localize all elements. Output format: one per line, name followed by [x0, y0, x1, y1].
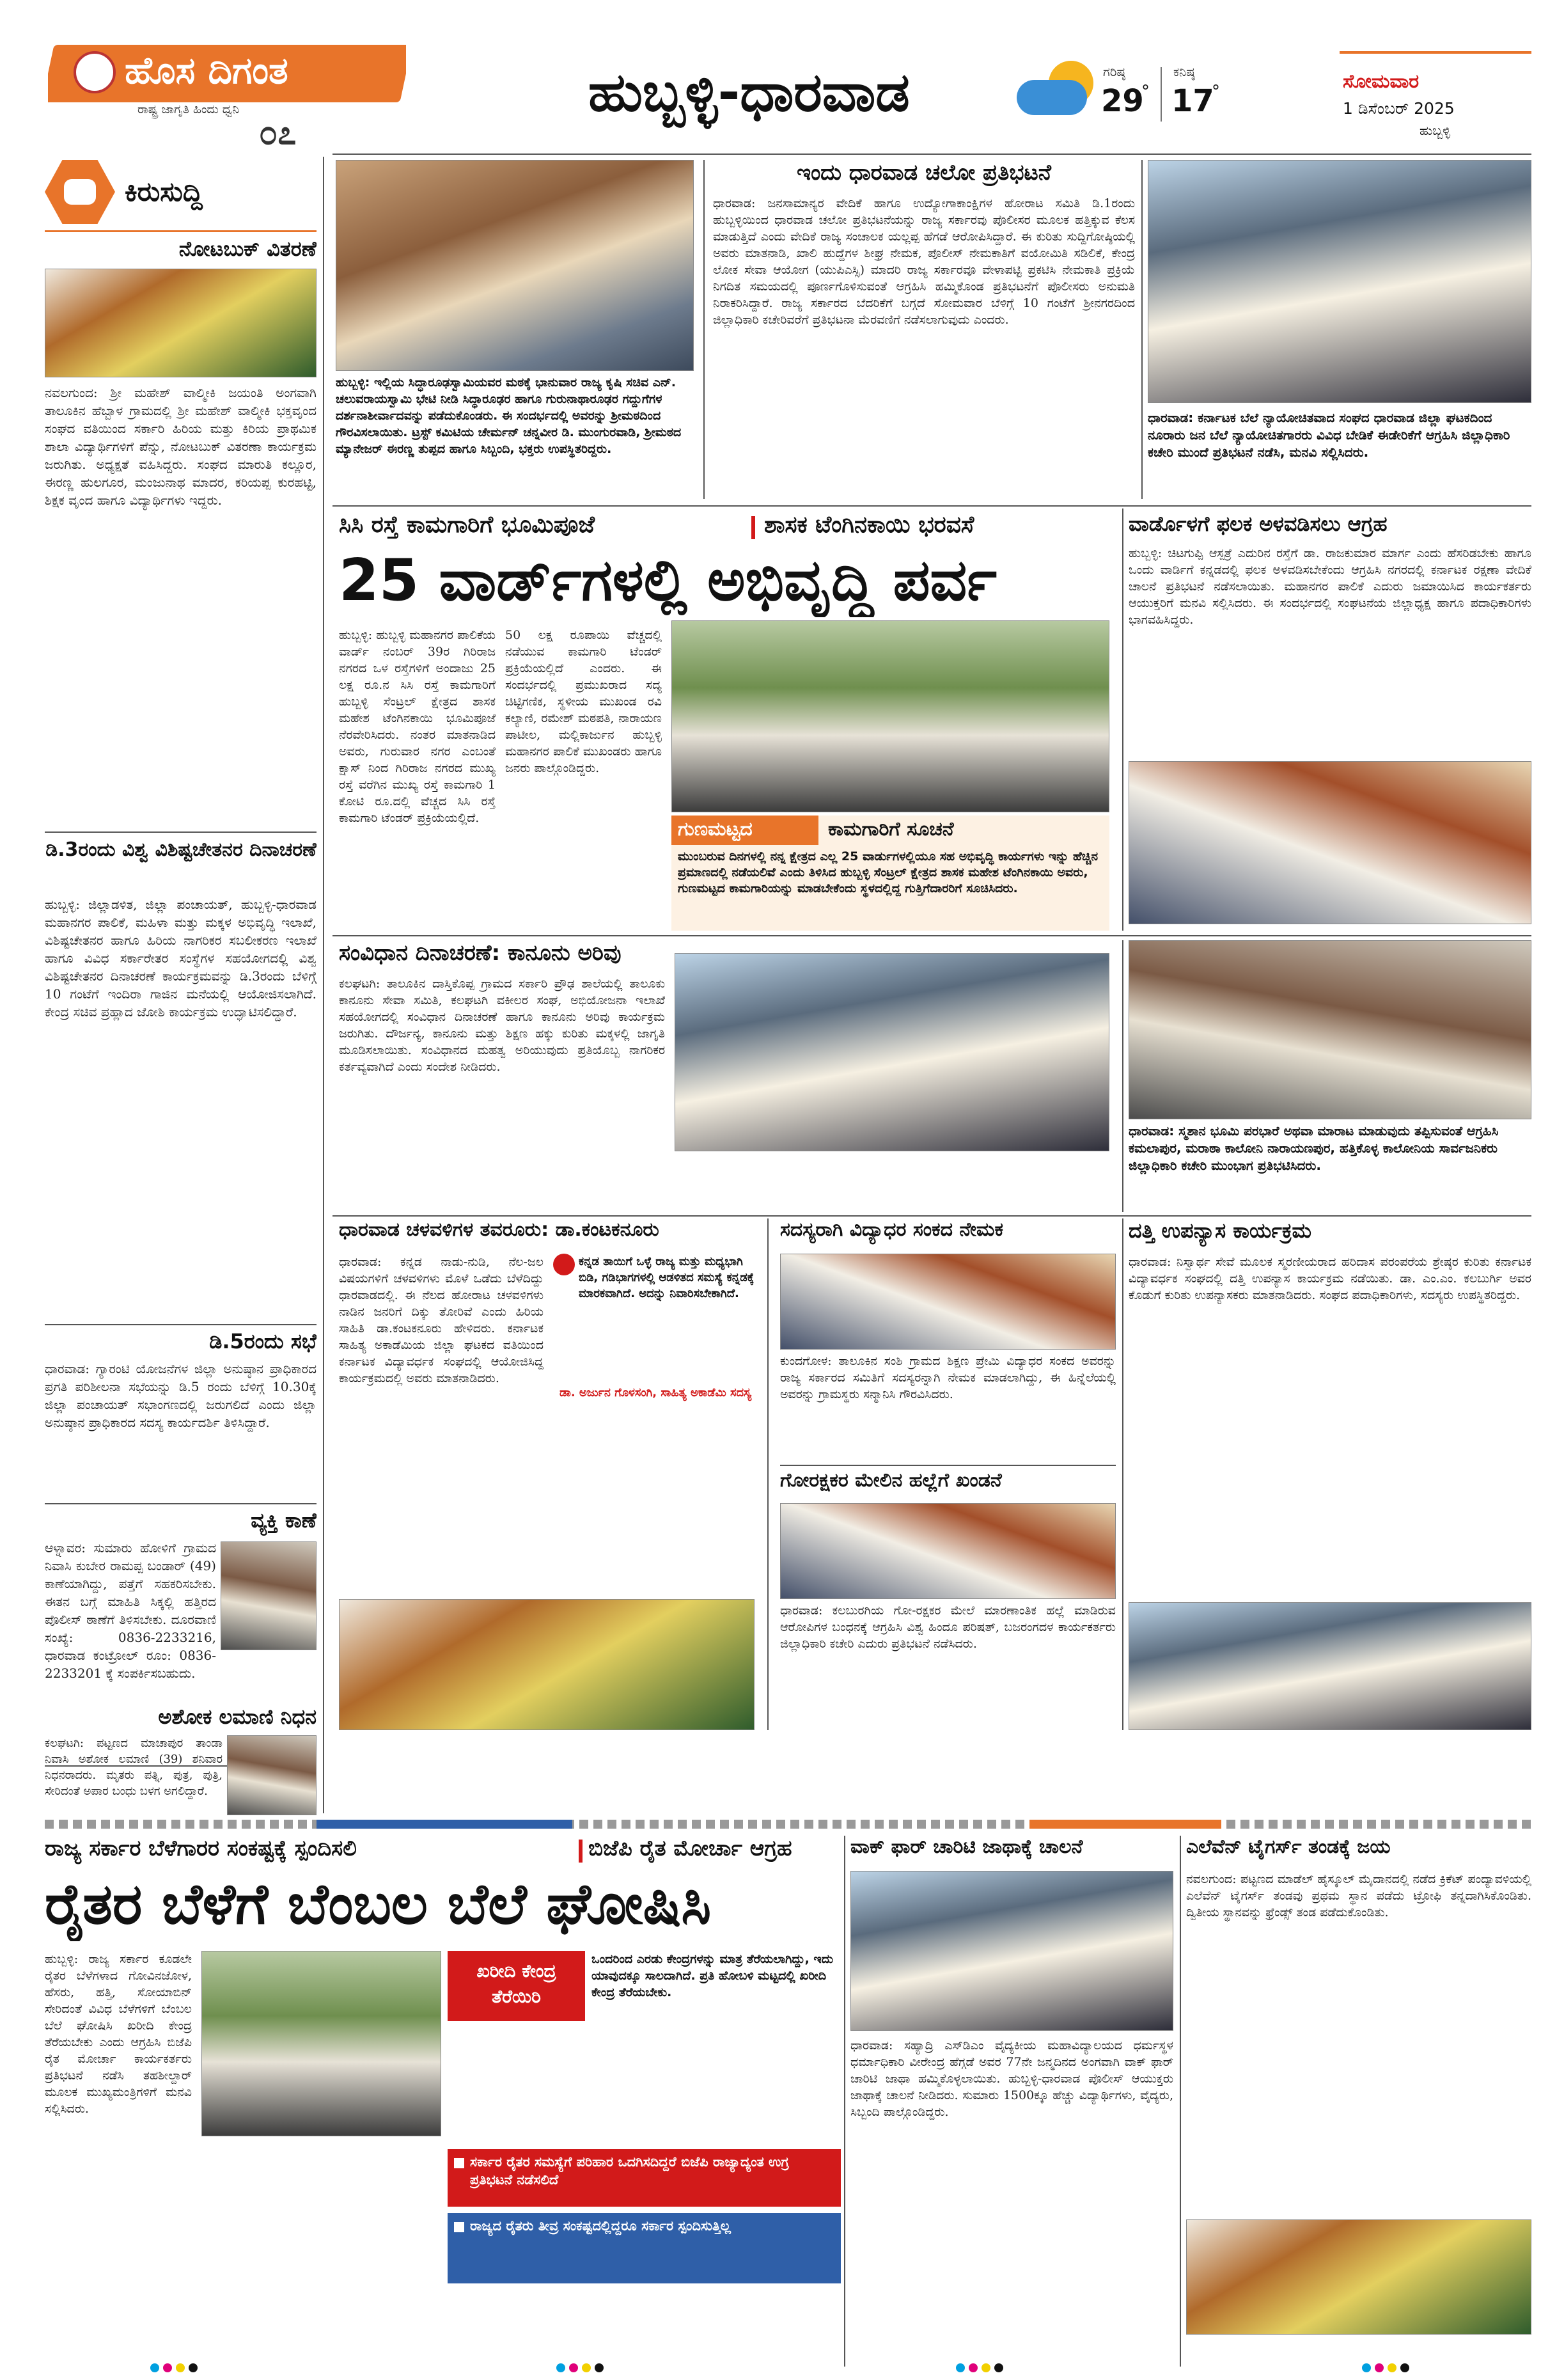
- photo-datti-event: [1129, 1602, 1531, 1730]
- brief-body-disability-day: ಹುಬ್ಬಳ್ಳಿ: ಜಿಲ್ಲಾಡಳಿತ, ಜಿಲ್ಲಾ ಪಂಚಾಯತ್, ಹುಬ್ಬಳ್ಳಿ-ಧಾರವಾಡ ಮಹಾನಗರ ಪಾಲಿಕೆ, ಮಹಿಳಾ ಮತ್ತು ಮಕ್ಕಳ ಅಭಿವೃದ್ಧಿ ಇಲಾಖೆ, ವಿಶಿಷ್ಟಚೇತನರ ಹಾಗೂ ಹಿರಿಯ ನಾಗರಿಕರ ಸಬಲೀಕರಣ ಇಲಾಖೆ ಹಾಗೂ ವಿವಿಧ ಸರ್ಕಾರೇತರ ಸಂಸ್ಥೆಗಳ ಸಹಯೋಗದಲ್ಲಿ ವಿಶ್ವ ವಿಶಿಷ್ಟಚೇತನರ ದಿನಾಚರಣೆ ಕಾರ್ಯಕ್ರಮವನ್ನು ಡಿ.3ರಂದು ಬೆಳಿಗ್ಗೆ 10 ಗಂಟೆಗೆ ಇಂದಿರಾ ಗಾಜಿನ ಮನೆಯಲ್ಲಿ ಆಯೋಜಿಸಲಾಗಿದೆ. ಕೇಂದ್ರ ಸಚಿವ ಪ್ರಹ್ಲಾದ ಜೋಶಿ ಕಾರ್ಯಕ್ರಮ ಉದ್ಘಾಟಿಸಲಿದ್ದಾರೆ.: [45, 897, 317, 1020]
- photo-sankad-felicitation: [780, 1254, 1116, 1350]
- reg-dot-16: [1400, 2363, 1409, 2372]
- photo-constitution-day: [675, 953, 1109, 1151]
- brief-body-obituary: ಕಲಘಟಗಿ: ಪಟ್ಟಣದ ಮಾಚಾಪುರ ತಾಂಡಾ ನಿವಾಸಿ ಅಶೋಕ ಲಮಾಣಿ (39) ಶನಿವಾರ ನಿಧನರಾದರು. ಮೃತರು ಪತ್ನಿ, ಪುತ್ರ, ಪುತ್ರಿ, ಸೇರಿದಂತೆ ಅಪಾರ ಬಂಧು ಬಳಗ ಅಗಲಿದ್ದಾರೆ.: [45, 1737, 223, 1798]
- brief-title-missing: ವ್ಯಕ್ತಿ ಕಾಣೆ: [251, 1508, 317, 1533]
- logo-text: ಹೊಸ ದಿಗಂತ: [125, 49, 288, 92]
- obituary-block: [45, 1705, 317, 1817]
- reg-dot-7: [582, 2363, 591, 2372]
- caption-siddharoodha-math: ಹುಬ್ಬಳ್ಳಿ: ಇಲ್ಲಿಯ ಸಿದ್ಧಾರೂಢಸ್ವಾಮಿಯವರ ಮಠಕ್ಕೆ ಭಾನುವಾರ ರಾಜ್ಯ ಕೃಷಿ ಸಚಿವ ಎನ್. ಚಲುವರಾಯಸ್ವಾಮಿ ಭೇಟಿ ನೀಡಿ ಸಿದ್ಧಾರೂಢರ ಹಾಗೂ ಗುರುನಾಥಾರೂಢರ ಗದ್ದುಗೆಗಳ ದರ್ಶನಾಶೀರ್ವಾದವನ್ನು ಪಡೆದುಕೊಂಡರು. ಈ ಸಂದರ್ಭದಲ್ಲಿ ಅವರನ್ನು ಶ್ರೀಮಠದಿಂದ ಗೌರವಿಸಲಾಯಿತು. ಟ್ರಸ್ಟ್ ಕಮಿಟಿಯ ಚೇರ್ಮನ್ ಚನ್ನವೀರ ಡಿ. ಮುಂಗುರವಾಡಿ, ಶ್ರೀಮಠದ ಮ್ಯಾನೇಜರ್ ಈರಣ್ಣ ತುಪ್ಪದ ಹಾಗೂ ಸಿಬ್ಬಂದಿ, ಭಕ್ತರು ಉಪಸ್ಥಿತರಿದ್ದರು.: [336, 375, 682, 456]
- lead-body-2: 50 ಲಕ್ಷ ರೂಪಾಯಿ ವೆಚ್ಚದಲ್ಲಿ ನಡೆಯುವ ಕಾಮಗಾರಿ ಟೆಂಡರ್ ಪ್ರಕ್ರಿಯೆಯಲ್ಲಿದೆ ಎಂದರು. ಈ ಸಂದರ್ಭದಲ್ಲಿ ಪ್ರಮುಖರಾದ ಸದ್ಯ ಚಿಟ್ಟಿಗಣಿಕ, ಸ್ಥಳೀಯ ಮುಖಂಡ ರವಿ ಕಲ್ಯಾಣಿ, ರಮೇಶ್ ಮಠಪತಿ, ನಾರಾಯಣ ಪಾಟೀಲ, ಮಲ್ಲಿಕಾರ್ಜುನ ಹುಬ್ಬಳ್ಳಿ ಮಹಾನಗರ ಪಾಲಿಕೆ ಮುಖಂಡರು ಹಾಗೂ ಜನರು ಪಾಲ್ಗೊಂಡಿದ್ದರು.: [505, 628, 662, 775]
- constitution-day-story: [332, 940, 1116, 1212]
- logo-tagline: ರಾಷ್ಟ್ರ ಜಾಗೃತಿ ಹಿಂದು ಧ್ವನಿ: [137, 102, 240, 116]
- reg-dot-11: [982, 2363, 990, 2372]
- farmers-headline: ರೈತರ ಬೆಳೆಗೆ ಬೆಂಬಲ ಬೆಲೆ ಘೋಷಿಸಿ: [45, 1871, 712, 1937]
- farmers-kicker-left: ರಾಜ್ಯ ಸರ್ಕಾರ ಬೆಳೆಗಾರರ ಸಂಕಷ್ಟಕ್ಕೆ ಸ್ಪಂದಿಸಲಿ: [45, 1836, 357, 1861]
- rule-brief-3: [45, 1503, 317, 1504]
- page-number: ೦೭: [259, 114, 297, 152]
- bottom-divider-blue: [317, 1820, 572, 1829]
- lead-kicker-left: ಸಿಸಿ ರಸ್ತೆ ಕಾಮಗಾರಿಗೆ ಭೂಮಿಪೂಜೆ: [339, 512, 595, 538]
- bottom-divider-dashes: [45, 1820, 1531, 1829]
- farmers-point-2: [448, 2213, 841, 2283]
- reg-dot-10: [969, 2363, 978, 2372]
- rule-bottom-1: [844, 1836, 845, 2367]
- charity-walk-title: ವಾಕ್ ಫಾರ್ ಚಾರಿಟಿ ಜಾಥಾಕ್ಕೆ ಚಾಲನೆ: [850, 1836, 1083, 1858]
- quote-icon: [553, 1254, 575, 1275]
- quality-box-body: ಮುಂಬರುವ ದಿನಗಳಲ್ಲಿ ನನ್ನ ಕ್ಷೇತ್ರದ ಎಲ್ಲ 25 ವಾರ್ಡುಗಳಲ್ಲಿಯೂ ಸಹ ಅಭಿವೃದ್ಧಿ ಕಾರ್ಯಗಳು ಇನ್ನು ಹೆಚ್ಚಿನ ಪ್ರಮಾಣದಲ್ಲಿ ನಡೆಯಲಿವೆ ಎಂದು ತಿಳಿಸಿದ ಹುಬ್ಬಳ್ಳಿ ಸೆಂಟ್ರಲ್ ಕ್ಷೇತ್ರದ ಶಾಸಕ ಮಹೇಶ ಟೆಂಗಿನಕಾಯಿ ಅವರು, ಗುಣಮಟ್ಟದ ಕಾಮಗಾರಿಯನ್ನು ಮಾಡಬೇಕೆಂದು ಸ್ಥಳದಲ್ಲಿದ್ದ ಗುತ್ತಿಗೆದಾರರಿಗೆ ಸೂಚಿಸಿದರು.: [678, 849, 1099, 895]
- photo-cemetery-protest: [1129, 940, 1531, 1119]
- sankad-title: ಸದಸ್ಯರಾಗಿ ವಿದ್ಯಾಧರ ಸಂಕದ ನೇಮಕ: [780, 1218, 1003, 1241]
- farmers-point-1-text: ಸರ್ಕಾರ ರೈತರ ಸಮಸ್ಯೆಗೆ ಪರಿಹಾರ ಒದಗಿಸದಿದ್ದರೆ ಬಿಜೆಪಿ ರಾಜ್ಯಾದ್ಯಂತ ಉಗ್ರ ಪ್ರತಿಭಟನೆ ನಡೆಸಲಿದೆ: [470, 2154, 789, 2187]
- weather-icon: [1017, 61, 1100, 118]
- point-2-bullet: [454, 2222, 464, 2232]
- rule-sankad: [780, 1465, 1116, 1466]
- farmers-kicker-right: ಬಿಜೆಪಿ ರೈತ ಮೋರ್ಚಾ ಆಗ್ರಹ: [588, 1836, 792, 1861]
- farmers-point-2-text: ರಾಜ್ಯದ ರೈತರು ತೀವ್ರ ಸಂಕಷ್ಟದಲ್ಲಿದ್ದರೂ ಸರ್ಕಾರ ಸ್ಪಂದಿಸುತ್ತಿಲ್ಲ: [470, 2218, 731, 2234]
- rule-top-row: [332, 505, 1531, 507]
- purchase-box-body: ಒಂದರಿಂದ ಎರಡು ಕೇಂದ್ರಗಳನ್ನು ಮಾತ್ರ ತೆರೆಯಲಾಗಿದ್ದು, ಇದು ಯಾವುದಕ್ಕೂ ಸಾಲದಾಗಿದೆ. ಪ್ರತಿ ಹೋಬಳಿ ಮಟ್ಟದಲ್ಲಿ ಖರೀದಿ ಕೇಂದ್ರ ತೆರೆಯಬೇಕು.: [591, 1952, 834, 1999]
- rule-brief-1: [45, 831, 317, 833]
- temp-divider: [1161, 67, 1162, 122]
- reg-dot-9: [956, 2363, 965, 2372]
- rule-mid-right: [1122, 940, 1123, 1212]
- brief-title-obituary: ಅಶೋಕ ಲಮಾಣಿ ನಿಧನ: [158, 1705, 317, 1729]
- city-label: ಹುಬ್ಬಳ್ಳಿ: [1420, 123, 1451, 138]
- photo-ward-board-protest: [1129, 761, 1531, 924]
- quote-author: ಡಾ. ಅರ್ಜುನ ಗೊಳಸಂಗಿ, ಸಾಹಿತ್ಯ ಅಕಾಡೆಮಿ ಸದಸ್ಯ: [559, 1386, 752, 1399]
- photo-gorakshak-protest: [780, 1503, 1116, 1599]
- farmers-story: [45, 1836, 841, 2367]
- temp-max-label: ಗರಿಷ್ಠ: [1103, 64, 1125, 79]
- rule-mid-row: [332, 1215, 1531, 1217]
- farmers-kicker-divider: [579, 1840, 583, 1863]
- photo-cricket-team: [1186, 2219, 1531, 2335]
- brief-body-missing: ಆಳ್ನಾವರ: ಸುಮಾರು ಹೋಳಿಗೆ ಗ್ರಾಮದ ನಿವಾಸಿ ಕುಬೇರ ರಾಮಪ್ಪ ಬಂಡಾರ್ (49) ಕಾಣೆಯಾಗಿದ್ದು, ಪತ್ತೆಗೆ ಸಹಕರಿಸಬೇಕು. ಈತನ ಬಗ್ಗೆ ಮಾಹಿತಿ ಸಿಕ್ಕಲ್ಲಿ ಹತ್ತಿರದ ಪೊಲೀಸ್ ಠಾಣೆಗೆ ತಿಳಿಸಬೇಕು. ದೂರವಾಣಿ ಸಂಖ್ಯೆ: 0836-2233216, ಧಾರವಾಡ ಕಂಟ್ರೋಲ್ ರೂಂ: 0836-2233201 ಕ್ಕೆ ಸಂಪರ್ಕಿಸಬಹುದು.: [45, 1540, 216, 1681]
- edition-title: ಹುಬ್ಬಳ್ಳಿ-ಧಾರವಾಡ: [588, 61, 910, 123]
- reg-dot-3: [176, 2363, 185, 2372]
- day-label: ಸೋಮವಾರ: [1343, 70, 1420, 93]
- photo-sugarcane-protest: [1148, 160, 1531, 403]
- reg-dot-4: [189, 2363, 198, 2372]
- cricket-story: [1186, 1836, 1531, 2367]
- reg-dot-8: [595, 2363, 604, 2372]
- quality-box-tag: ಗುಣಮಟ್ಟದ: [671, 816, 818, 845]
- reg-dot-2: [163, 2363, 172, 2372]
- kirusuddi-label: ಕಿರುಸುದ್ದಿ: [125, 176, 203, 207]
- rule-left-col: [323, 157, 324, 1813]
- photo-farmers-protest: [201, 1951, 441, 2136]
- charity-walk-story: [850, 1836, 1173, 2367]
- quality-box: [671, 816, 1109, 931]
- ward-board-body: ಹುಬ್ಬಳ್ಳಿ: ಚಿಟಗುಪ್ಪಿ ಆಸ್ಪತ್ರೆ ಎದುರಿನ ರಸ್ತೆಗೆ ಡಾ. ರಾಜಕುಮಾರ ಮಾರ್ಗ ಎಂದು ಹೆಸರಿಡಬೇಕು ಹಾಗೂ ಒಂದು ವಾರ್ಡಿಗೆ ಕನ್ನಡದಲ್ಲಿ ಫಲಕ ಅಳವಡಿಸಬೇಕೆಂದು ಆಗ್ರಹಿಸಿ ನಗರದಲ್ಲಿ ಕರ್ನಾಟಕ ರಕ್ಷಣಾ ವೇದಿಕೆ ಚಾಲನೆ ಪ್ರತಿಭಟನೆ ನಡೆಸಲಾಯಿತು. ಮಹಾನಗರ ಪಾಲಿಕೆ ಎದುರು ಜಮಾಯಿಸಿದ ಕಾರ್ಯಕರ್ತರು ಆಯುಕ್ತರಿಗೆ ಮನವಿ ಸಲ್ಲಿಸಿದರು. ಈ ಸಂದರ್ಭದಲ್ಲಿ ಸಂಘಟನೆಯ ಜಿಲ್ಲಾಧ್ಯಕ್ಷ ಹಾಗೂ ಪದಾಧಿಕಾರಿಗಳು ಭಾಗವಹಿಸಿದ್ದರು.: [1129, 546, 1531, 627]
- rule-top-1: [703, 160, 705, 499]
- temp-max-value: 29: [1101, 83, 1144, 119]
- farmers-point-1: [448, 2149, 841, 2207]
- left-column: [45, 160, 317, 1810]
- logo-emblem-icon: [74, 51, 116, 93]
- photo-sahitya-event: [339, 1599, 755, 1730]
- caption-cemetery-protest: ಧಾರವಾಡ: ಸ್ಮಶಾನ ಭೂಮಿ ಪರಭಾರೆ ಅಥವಾ ಮಾರಾಟ ಮಾಡುವುದು ತಪ್ಪಿಸುವಂತೆ ಆಗ್ರಹಿಸಿ ಕಮಲಾಪುರ, ಮರಾಠಾ ಕಾಲೋನಿ ನಾರಾಯಣಪುರ, ಹತ್ತಿಕೊಳ್ಳ ಕಾಲೋನಿಯ ಸಾರ್ವಜನಿಕರು ಜಿಲ್ಲಾಧಿಕಾರಿ ಕಚೇರಿ ಮುಂಭಾಗ ಪ್ರತಿಭಟಿಸಿದರು.: [1129, 1123, 1499, 1173]
- lead-body-1: ಹುಬ್ಬಳ್ಳಿ: ಹುಬ್ಬಳ್ಳಿ ಮಹಾನಗರ ಪಾಲಿಕೆಯ ವಾರ್ಡ್ ನಂಬರ್ 39ರ ಗಿರಿರಾಜ ನಗರದ ಒಳ ರಸ್ತೆಗಳಿಗೆ ಅಂದಾಜು 25 ಲಕ್ಷ ರೂ.ನ ಸಿಸಿ ರಸ್ತೆ ಕಾಮಗಾರಿಗೆ ಹುಬ್ಬಳ್ಳಿ ಸೆಂಟ್ರಲ್ ಕ್ಷೇತ್ರದ ಶಾಸಕ ಮಹೇಶ ಟೆಂಗಿನಕಾಯಿ ಭೂಮಿಪೂಜೆ ನೆರವೇರಿಸಿದರು. ನಂತರ ಮಾತನಾಡಿದ ಅವರು, ಗುರುವಾರ ನಗರ ಎಂಬಂತೆ ಕ್ಷಾಸ್ ನಿಂದ ಗಿರಿರಾಜ ನಗರದ ಮುಖ್ಯ ರಸ್ತೆ ವರೆಗಿನ ಮುಖ್ಯ ರಸ್ತೆ ಕಾಮಗಾರಿ 1 ಕೋಟಿ ರೂ.ದಲ್ಲಿ ವೆಚ್ಚದ ಸಿಸಿ ರಸ್ತೆ ಕಾಮಗಾರಿ ಟೆಂಡರ್ ಪ್ರಕ್ರಿಯೆಯಲ್ಲಿದೆ.: [339, 628, 496, 825]
- masthead: [0, 0, 1541, 157]
- reg-dot-13: [1362, 2363, 1371, 2372]
- cricket-title: ಎಲೆವೆನ್ ಟೈಗರ್ಸ್ ತಂಡಕ್ಕೆ ಜಯ: [1186, 1836, 1391, 1858]
- reg-dot-14: [1375, 2363, 1384, 2372]
- headline-dharwad-chalo: ಇಂದು ಧಾರವಾಡ ಚಲೋ ಪ್ರತಿಭಟನೆ: [797, 160, 1051, 185]
- brief-title-notebook: ನೋಟಬುಕ್ ವಿತರಣೆ: [178, 237, 317, 261]
- logo-block: [48, 45, 406, 154]
- lead-kicker-divider: [751, 516, 755, 539]
- temp-min-label: ಕನಿಷ್ಠ: [1173, 64, 1195, 79]
- chalavali-body: ಧಾರವಾಡ: ಕನ್ನಡ ನಾಡು-ನುಡಿ, ನೆಲ-ಜಲ ವಿಷಯಗಳಿಗೆ ಚಳವಳಿಗಳು ಮೊಳೆ ಒಡೆದು ಬೆಳೆದಿದ್ದು ಧಾರವಾಡದಲ್ಲಿ. ಈ ನೆಲದ ಹೋರಾಟ ಚಳವಳಿಗಳು ನಾಡಿನ ಜನರಿಗೆ ದಿಕ್ಕು ತೋರಿವೆ ಎಂದು ಹಿರಿಯ ಸಾಹಿತಿ ಡಾ.ಕಂಟಕನೂರು ಹೇಳಿದರು. ಕರ್ನಾಟಕ ಸಾಹಿತ್ಯ ಅಕಾಡೆಮಿಯ ಜಿಲ್ಲಾ ಘಟಕದ ವತಿಯಿಂದ ಕರ್ನಾಟಕ ವಿದ್ಯಾವರ್ಧಕ ಸಂಘದಲ್ಲಿ ಆಯೋಜಿಸಿದ್ದ ಕಾರ್ಯಕ್ರಮದಲ್ಲಿ ಅವರು ಮಾತನಾಡಿದರು.: [339, 1255, 544, 1385]
- bottom-divider-orange: [1029, 1820, 1221, 1829]
- constitution-day-title: ಸಂವಿಧಾನ ದಿನಾಚರಣೆ: ಕಾನೂನು ಅರಿವು: [339, 940, 622, 966]
- datti-story: [1129, 1218, 1531, 1730]
- gorakshak-body: ಧಾರವಾಡ: ಕಲಬುರಗಿಯ ಗೋ-ರಕ್ಷಕರ ಮೇಲೆ ಮಾರಣಾಂತಿಕ ಹಲ್ಲೆ ಮಾಡಿರುವ ಆರೋಪಿಗಳ ಬಂಧನಕ್ಕೆ ಆಗ್ರಹಿಸಿ ವಿಶ್ವ ಹಿಂದೂ ಪರಿಷತ್, ಬಜರಂಗದಳ ಕಾರ್ಯಕರ್ತರು ಜಿಲ್ಲಾಧಿಕಾರಿ ಕಚೇರಿ ಎದುರು ಪ್ರತಿಭಟನೆ ನಡೆಸಿದರು.: [780, 1604, 1116, 1651]
- rule-lead-right: [1122, 508, 1123, 931]
- charity-walk-body: ಧಾರವಾಡ: ಸಹ್ಯಾದ್ರಿ ಎಸ್‌ಡಿಎಂ ವೈದ್ಯಕೀಯ ಮಹಾವಿದ್ಯಾಲಯದ ಧರ್ಮಸ್ಥಳ ಧರ್ಮಾಧಿಕಾರಿ ವೀರೇಂದ್ರ ಹೆಗ್ಗಡೆ ಅವರ 77ನೇ ಜನ್ಮದಿನದ ಅಂಗವಾಗಿ ವಾಕ್ ಫಾರ್ ಚಾರಿಟಿ ಜಾಥಾ ಹಮ್ಮಿಕೊಳ್ಳಲಾಯಿತು. ಹುಬ್ಬಳ್ಳಿ-ಧಾರವಾಡ ಪೊಲೀಸ್ ಆಯುಕ್ತರು ಜಾಥಾಕ್ಕೆ ಚಾಲನೆ ನೀಡಿದರು. ಸುಮಾರು 1500ಕ್ಕೂ ಹೆಚ್ಚು ವಿದ್ಯಾರ್ಥಿಗಳು, ವೈದ್ಯರು, ಸಿಬ್ಬಂದಿ ಪಾಲ್ಗೊಂಡಿದ್ದರು.: [850, 2038, 1173, 2119]
- reg-dot-5: [556, 2363, 565, 2372]
- ward-board-title: ವಾರ್ಡೊಳಗೆ ಫಲಕ ಅಳವಡಿಸಲು ಆಗ್ರಹ: [1129, 512, 1388, 536]
- hand-icon: [64, 179, 96, 205]
- rule-under-masthead: [332, 154, 1531, 155]
- photo-notebook-distribution: [45, 269, 317, 377]
- temp-max-degree: °: [1141, 82, 1150, 101]
- sankad-body: ಕುಂದಗೋಳ: ತಾಲೂಕಿನ ಸಂಶಿ ಗ್ರಾಮದ ಶಿಕ್ಷಣ ಪ್ರೇಮಿ ವಿದ್ಯಾಧರ ಸಂಕದ ಅವರನ್ನು ರಾಜ್ಯ ಸರ್ಕಾರದ ಸಮಿತಿಗೆ ಸದಸ್ಯರನ್ನಾಗಿ ನೇಮಕ ಮಾಡಲಾಗಿದ್ದು, ಈ ಹಿನ್ನೆಲೆಯಲ್ಲಿ ಅವರನ್ನು ಗ್ರಾಮಸ್ಥರು ಸನ್ಮಾನಿಸಿ ಗೌರವಿಸಿದರು.: [780, 1354, 1116, 1401]
- brief-title-disability-day: ಡಿ.3ರಂದು ವಿಶ್ವ ವಿಶಿಷ್ಟಚೇತನರ ದಿನಾಚರಣೆ: [45, 839, 317, 861]
- datti-title: ದತ್ತಿ ಉಪನ್ಯಾಸ ಕಾರ್ಯಕ್ರಮ: [1129, 1218, 1311, 1243]
- body-dharwad-chalo: ಧಾರವಾಡ: ಜನಸಾಮಾನ್ಯರ ವೇದಿಕೆ ಹಾಗೂ ಉದ್ಯೋಗಾಕಾಂಕ್ಷಿಗಳ ಹೋರಾಟ ಸಮಿತಿ ಡಿ.1ರಂದು ಹುಬ್ಬಳ್ಳಿಯಿಂದ ಧಾರವಾಡ ಚಲೋ ಪ್ರತಿಭಟನೆಯನ್ನು ರಾಜ್ಯ ಸರ್ಕಾರವು ಪೊಲೀಸರ ಮೂಲಕ ಹತ್ತಿಕ್ಕುವ ಕೆಲಸ ಮಾಡುತ್ತಿದೆ ಎಂದು ವೇದಿಕೆ ರಾಜ್ಯ ಸಂಚಾಲಕ ಯಲ್ಲಪ್ಪ ಹೆಗಡೆ ಆರೋಪಿಸಿದ್ದಾರೆ. ಈ ಕುರಿತು ಸುದ್ದಿಗೋಷ್ಠಿಯಲ್ಲಿ ಅವರು ಮಾತನಾಡಿ, ಖಾಲಿ ಹುದ್ದೆಗಳ ಶೀಘ್ರ ನೇಮಕ, ಪೊಲೀಸ್ ನೇಮಕಾತಿಗೆ ವಯೋಮಿತಿ ಸಡಿಲಿಕೆ, ಕೇಂದ್ರ ಲೋಕ ಸೇವಾ ಆಯೋಗ (ಯುಪಿಎಸ್ಸಿ) ಮಾದರಿ ರಾಜ್ಯ ಸರ್ಕಾರವೂ ವೇಳಾಪಟ್ಟಿ ಪ್ರಕಟಿಸಿ ನೇಮಕಾತಿ ಪ್ರಕ್ರಿಯೆ ನಿಗದಿತ ಸಮಯದಲ್ಲಿ ಪೂರ್ಣಗೊಳಿಸುವಂತೆ ಆಗ್ರಹಿಸಿ ಹಮ್ಮಿಕೊಂಡ ಪ್ರತಿಭಟನೆಗೆ ಪೊಲೀಸರು ಅನುಮತಿ ನಿರಾಕರಿಸಿದ್ದಾರೆ. ರಾಜ್ಯ ಸರ್ಕಾರದ ಬೆದರಿಕೆಗೆ ಬಗ್ಗದೆ ಸೋಮವಾರ ಬೆಳಿಗ್ಗೆ 10 ಗಂಟೆಗೆ ಶ್ರೀನಗರದಿಂದ ಜಿಲ್ಲಾಧಿಕಾರಿ ಕಚೇರಿವರೆಗೆ ಪ್ರತಿಭಟನಾ ಮೆರವಣಿಗೆ ನಡೆಸಲಾಗುವುದು ಎಂದರು.: [713, 196, 1135, 327]
- chalavali-story: [332, 1218, 761, 1730]
- quote-text: ಕನ್ನಡ ತಾಯಿಗೆ ಒಳ್ಳೆ ರಾಜ್ಯ ಮತ್ತು ಮಧ್ಯಭಾಗಿ ಬಿಡಿ, ಗಡಿಭಾಗಗಳಲ್ಲಿ ಆಡಳಿತದ ಸಮಸ್ಯೆ ಕನ್ನಡಕ್ಕೆ ಮಾರಕವಾಗಿದೆ. ಅದನ್ನು ನಿವಾರಿಸಬೇಕಾಗಿದೆ.: [579, 1255, 755, 1300]
- rule-top-2: [1141, 160, 1143, 499]
- photo-siddharoodha-math: [336, 160, 694, 371]
- farmers-body: ಹುಬ್ಬಳ್ಳಿ: ರಾಜ್ಯ ಸರ್ಕಾರ ಕೂಡಲೇ ರೈತರ ಬೆಳೆಗಳಾದ ಗೋವಿನಜೋಳ, ಹೆಸರು, ಹತ್ತಿ, ಸೋಯಾಬಿನ್ ಸೇರಿದಂತೆ ವಿವಿಧ ಬೆಳೆಗಳಿಗೆ ಬೆಂಬಲ ಬೆಲೆ ಘೋಷಿಸಿ ಖರೀದಿ ಕೇಂದ್ರ ತೆರೆಯಬೇಕು ಎಂದು ಆಗ್ರಹಿಸಿ ಬಿಜೆಪಿ ರೈತ ಮೋರ್ಚಾ ಕಾರ್ಯಕರ್ತರು ಪ್ರತಿಭಟನೆ ನಡೆಸಿ ತಹಶೀಲ್ದಾರ್ ಮೂಲಕ ಮುಖ್ಯಮಂತ್ರಿಗಳಿಗೆ ಮನವಿ ಸಲ್ಲಿಸಿದರು.: [45, 1952, 192, 2116]
- kirusuddi-line: [45, 230, 317, 232]
- cricket-body: ನವಲಗುಂದ: ಪಟ್ಟಣದ ಮಾಡೆಲ್ ಹೈಸ್ಕೂಲ್ ಮೈದಾನದಲ್ಲಿ ನಡೆದ ಕ್ರಿಕೆಟ್ ಪಂದ್ಯಾವಳಿಯಲ್ಲಿ ಎಲೆವೆನ್ ಟೈಗರ್ಸ್ ತಂಡವು ಪ್ರಥಮ ಸ್ಥಾನ ಪಡೆದು ಟ್ರೋಫಿ ತನ್ನದಾಗಿಸಿಕೊಂಡಿತು. ದ್ವಿತೀಯ ಸ್ಥಾನವನ್ನು ಫ್ರೆಂಡ್ಸ್ ತಂಡ ಪಡೆದುಕೊಂಡಿತು.: [1186, 1872, 1531, 1919]
- temp-min-value: 17: [1171, 83, 1214, 119]
- photo-missing-person: [221, 1541, 317, 1650]
- sankad-story: [774, 1218, 1122, 1730]
- ward-board-story: [1129, 512, 1531, 934]
- purchase-box: [448, 1951, 841, 2143]
- quote-box: [553, 1254, 755, 1420]
- lead-story: [332, 508, 1116, 931]
- temp-min-degree: °: [1212, 82, 1220, 101]
- gorakshak-title: ಗೋರಕ್ಷಕರ ಮೇಲಿನ ಹಲ್ಲೆಗೆ ಖಂಡನೆ: [780, 1469, 1002, 1492]
- cloud-shape: [1017, 80, 1087, 115]
- rule-bottom-2: [1180, 1836, 1181, 2367]
- chalavali-title: ಧಾರವಾಡ ಚಳವಳಿಗಳ ತವರೂರು: ಡಾ.ಕಂಟಕನೂರು: [339, 1218, 659, 1241]
- photo-bhoomi-pooja: [671, 620, 1109, 812]
- date-label: 1 ಡಿಸೆಂಬರ್ 2025: [1343, 99, 1455, 118]
- rule-lower-2: [1122, 1218, 1123, 1730]
- reg-dot-15: [1388, 2363, 1396, 2372]
- lead-headline: 25 ವಾರ್ಡ್‌ಗಳಲ್ಲಿ ಅಭಿವೃದ್ಧಿ ಪರ್ವ: [339, 547, 997, 614]
- brief-body-meeting: ಧಾರವಾಡ: ಗ್ಯಾರಂಟಿ ಯೋಜನೆಗಳ ಜಿಲ್ಲಾ ಅನುಷ್ಠಾನ ಪ್ರಾಧಿಕಾರದ ಪ್ರಗತಿ ಪರಿಶೀಲನಾ ಸಭೆಯನ್ನು ಡಿ.5 ರಂದು ಬೆಳಿಗ್ಗೆ 10.30ಕ್ಕೆ ಜಿಲ್ಲಾ ಪಂಚಾಯತ್ ಸಭಾಂಗಣದಲ್ಲಿ ಜರುಗಲಿದೆ ಎಂದು ಜಿಲ್ಲಾ ಅನುಷ್ಠಾನ ಪ್ರಾಧಿಕಾರದ ಸದಸ್ಯ ಕಾರ್ಯದರ್ಶಿ ತಿಳಿಸಿದ್ದಾರೆ.: [45, 1361, 317, 1430]
- datti-body: ಧಾರವಾಡ: ನಿಸ್ವಾರ್ಥ ಸೇವೆ ಮೂಲಕ ಸ್ಮರಣೀಯರಾದ ಹರಿದಾಸ ಪರಂಪರೆಯ ಶ್ರೇಷ್ಠರ ಕುರಿತು ಕರ್ನಾಟಕ ವಿದ್ಯಾವರ್ಧಕ ಸಂಘದಲ್ಲಿ ದತ್ತಿ ಉಪನ್ಯಾಸ ಕಾರ್ಯಕ್ರಮ ನಡೆಯಿತು. ಡಾ. ಎಂ.ಎಂ. ಕಲಬುರ್ಗಿ ಅವರ ಕೊಡುಗೆ ಕುರಿತು ಉಪನ್ಯಾಸಕರು ಮಾತನಾಡಿದರು. ಸಂಘದ ಪದಾಧಿಕಾರಿಗಳು, ಸದಸ್ಯರು ಉಪಸ್ಥಿತರಿದ್ದರು.: [1129, 1255, 1531, 1302]
- lead-kicker-right: ಶಾಸಕ ಟೆಂಗಿನಕಾಯಿ ಭರವಸೆ: [764, 512, 974, 538]
- photo-charity-walk: [850, 1871, 1173, 2031]
- reg-dot-1: [150, 2363, 159, 2372]
- brief-body-notebook: ನವಲಗುಂದ: ಶ್ರೀ ಮಹೇಶ್ ವಾಲ್ಮೀಕಿ ಜಯಂತಿ ಅಂಗವಾಗಿ ತಾಲೂಕಿನ ಹೆಬ್ಬಾಳ ಗ್ರಾಮದಲ್ಲಿ ಶ್ರೀ ಮಹೇಶ್ ವಾಲ್ಮೀಕಿ ಭಕ್ತವೃಂದ ಸಂಘದ ವತಿಯಿಂದ ಸರ್ಕಾರಿ ಹಿರಿಯ ಮತ್ತು ಕಿರಿಯ ಪ್ರಾಥಮಿಕ ಶಾಲಾ ವಿದ್ಯಾರ್ಥಿಗಳಿಗೆ ಪೆನ್ನು, ನೋಟಬುಕ್ ವಿತರಣಾ ಕಾರ್ಯಕ್ರಮ ಜರುಗಿತು. ಅಧ್ಯಕ್ಷತೆ ವಹಿಸಿದ್ದರು. ಸಂಘದ ಮಾರುತಿ ಕಲ್ಲೂರ, ಈರಣ್ಣ ಹುಲಗೂರ, ಮಂಜುನಾಥ ಮಾದರ, ಕರಿಯಪ್ಪ ಕುರಹಟ್ಟಿ, ಶಿಕ್ಷಕ ವೃಂದ ಹಾಗೂ ವಿದ್ಯಾರ್ಥಿಗಳು ಇದ್ದರು.: [45, 385, 317, 508]
- brief-title-meeting: ಡಿ.5ರಂದು ಸಭೆ: [209, 1329, 317, 1353]
- rule-lower-1: [767, 1218, 769, 1730]
- date-orange-bar: [1340, 51, 1531, 54]
- reg-dot-6: [569, 2363, 578, 2372]
- photo-obituary: [227, 1735, 317, 1815]
- purchase-box-tag: ಖರೀದಿ ಕೇಂದ್ರ ತೆರೆಯಿರಿ: [448, 1951, 585, 2021]
- quality-box-title: ಕಾಮಗಾರಿಗೆ ಸೂಚನೆ: [828, 818, 954, 840]
- rule-brief-2: [45, 1324, 317, 1325]
- point-1-bullet: [454, 2158, 464, 2168]
- rule-lead-row: [332, 935, 1531, 936]
- reg-dot-12: [994, 2363, 1003, 2372]
- constitution-day-body: ಕಲಘಟಗಿ: ತಾಲೂಕಿನ ದಾಸ್ತಿಕೊಪ್ಪ ಗ್ರಾಮದ ಸರ್ಕಾರಿ ಪ್ರೌಢ ಶಾಲೆಯಲ್ಲಿ ತಾಲೂಕು ಕಾನೂನು ಸೇವಾ ಸಮಿತಿ, ಕಲಘಟಗಿ ವಕೀಲರ ಸಂಘ, ಅಭಿಯೋಜನಾ ಇಲಾಖೆ ಸಹಯೋಗದಲ್ಲಿ ಸಂವಿಧಾನ ದಿನಾಚರಣೆ ಹಾಗೂ ಕಾನೂನು ಅರಿವು ಕಾರ್ಯಕ್ರಮ ಜರುಗಿತು. ದೌರ್ಜನ್ಯ, ಕಾನೂನು ಮತ್ತು ಶಿಕ್ಷಣ ಹಕ್ಕು ಕುರಿತು ಮಕ್ಕಳಲ್ಲಿ ಜಾಗೃತಿ ಮೂಡಿಸಲಾಯಿತು. ಸಂವಿಧಾನದ ಮಹತ್ವ ಅರಿಯುವುದು ಪ್ರತಿಯೊಬ್ಬ ನಾಗರಿಕರ ಕರ್ತವ್ಯವಾಗಿದೆ ಎಂದು ಸಂದೇಶ ನೀಡಿದರು.: [339, 977, 665, 1074]
- caption-sugarcane-protest: ಧಾರವಾಡ: ಕರ್ನಾಟಕ ಬೆಲೆ ನ್ಯಾಯೋಚಿತವಾದ ಸಂಘದ ಧಾರವಾಡ ಜಿಲ್ಲಾ ಘಟಕದಿಂದ ನೂರಾರು ಜನ ಬೆಲೆ ನ್ಯಾಯೋಚಿತಗಾರರು ವಿವಿಧ ಬೇಡಿಕೆ ಈಡೇರಿಕೆಗೆ ಆಗ್ರಹಿಸಿ ಜಿಲ್ಲಾಧಿಕಾರಿ ಕಚೇರಿ ಮುಂದೆ ಪ್ರತಿಭಟನೆ ನಡೆಸಿ, ಮನವಿ ಸಲ್ಲಿಸಿದರು.: [1148, 410, 1510, 460]
